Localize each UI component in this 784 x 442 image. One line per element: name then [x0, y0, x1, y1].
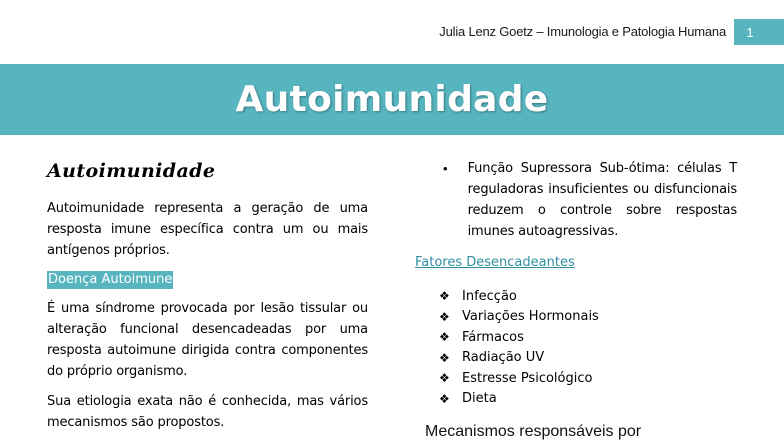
diamond-bullet-icon: ❖	[439, 309, 450, 324]
etiology-paragraph: Sua etiologia exata não é conhecida, mas vários mecanismos são propostos.	[47, 394, 368, 430]
bullet-icon: •	[443, 161, 448, 176]
section-title: Autoimunidade	[47, 160, 216, 182]
factor-label: Radiação UV	[462, 350, 545, 366]
bullet-text: Função Supressora Sub-ótima: células T reguladoras insuficientes ou disfuncionais reduzem o controle sobre respostas imunes autoagressivas.	[467, 161, 737, 239]
list-item	[439, 348, 737, 369]
factors-link[interactable]: Fatores Desencadeantes	[415, 255, 575, 270]
intro-paragraph: Autoimunidade representa a geração de uma resposta imune específica contra um ou mais antígenos próprios.	[47, 201, 368, 258]
running-header: Julia Lenz Goetz – Imunologia e Patologia Humana	[439, 24, 726, 39]
list-item	[415, 158, 737, 242]
bottom-caption: Mecanismos responsáveis por	[425, 423, 642, 440]
definition-paragraph: É uma síndrome provocada por lesão tissular ou alteração funcional desencadeadas por uma resposta autoimune dirigida contra componentes do próprio organismo.	[47, 301, 368, 379]
factors-list	[415, 286, 737, 409]
list-item	[439, 368, 737, 389]
title-banner	[0, 64, 784, 135]
diamond-bullet-icon: ❖	[439, 289, 450, 304]
factor-label: Dieta	[462, 391, 497, 407]
factor-label: Variações Hormonais	[462, 309, 599, 325]
list-item	[439, 286, 737, 307]
list-item	[439, 307, 737, 328]
highlighted-heading: Doença Autoimune	[48, 272, 173, 287]
diamond-bullet-icon: ❖	[439, 391, 450, 406]
right-column	[415, 158, 737, 409]
diamond-bullet-icon: ❖	[439, 371, 450, 386]
factor-label: Fármacos	[462, 329, 524, 345]
page-title: Autoimunidade	[235, 79, 549, 120]
factor-label: Estresse Psicológico	[462, 370, 593, 386]
page-number: 1	[734, 19, 784, 45]
list-item	[439, 389, 737, 410]
factor-label: Infecção	[462, 288, 517, 304]
list-item	[439, 327, 737, 348]
left-column	[47, 160, 368, 442]
diamond-bullet-icon: ❖	[439, 330, 450, 345]
diamond-bullet-icon: ❖	[439, 350, 450, 365]
